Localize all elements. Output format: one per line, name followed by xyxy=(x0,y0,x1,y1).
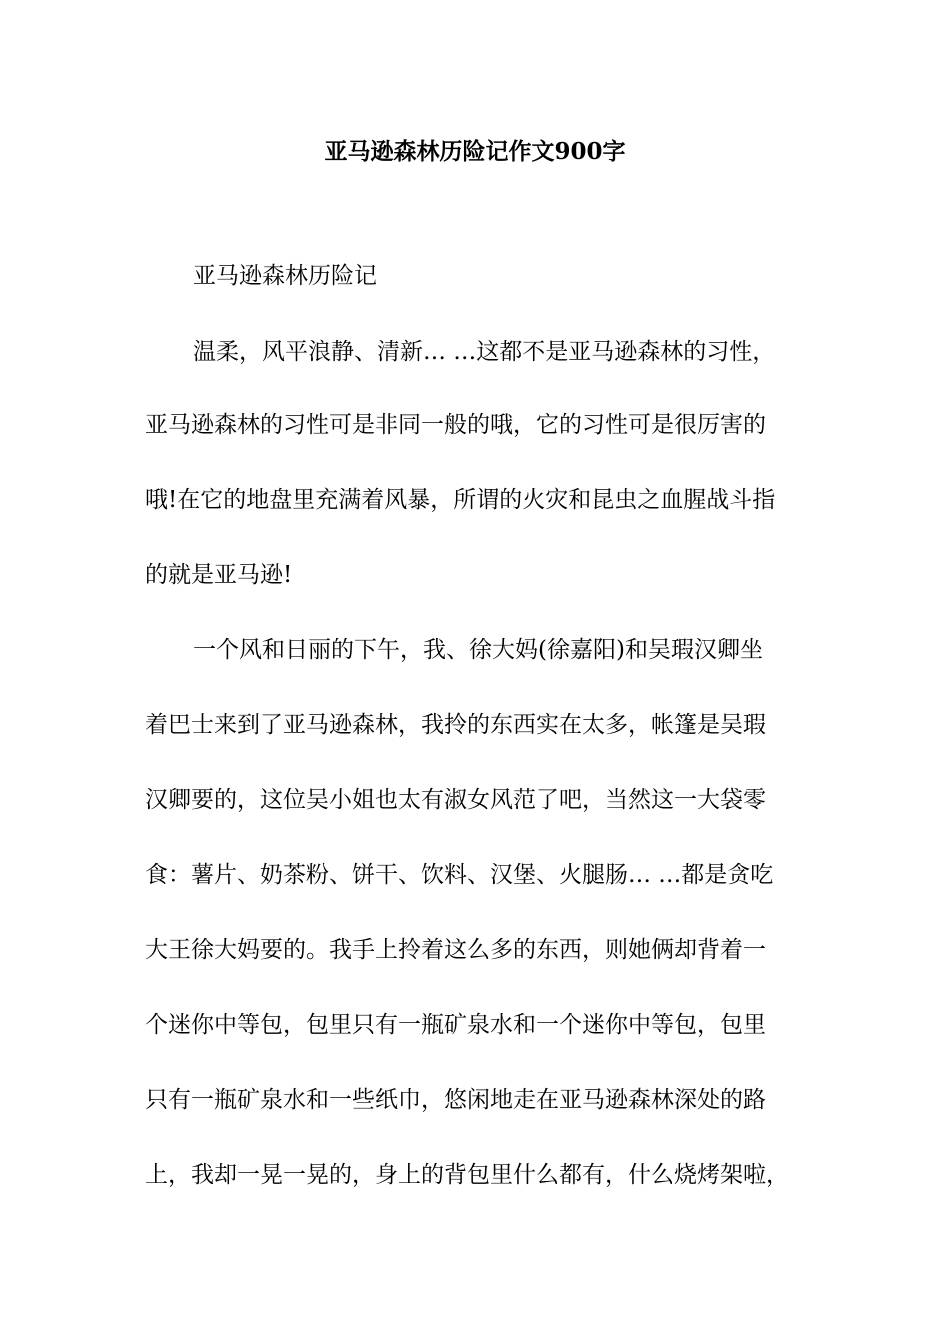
text-line: 大王徐大妈要的。我手上拎着这么多的东西，则她俩却背着一 xyxy=(145,937,766,963)
text-line: 哦!在它的地盘里充满着风暴，所谓的火灾和昆虫之血腥战斗指 xyxy=(145,487,776,513)
section-heading: 亚马逊森林历险记 xyxy=(193,263,377,289)
text-line: 的就是亚马逊! xyxy=(145,562,293,588)
text-line: 只有一瓶矿泉水和一些纸巾，悠闲地走在亚马逊森林深处的路 xyxy=(145,1087,766,1113)
text-line: 着巴士来到了亚马逊森林，我拎的东西实在太多，帐篷是吴瑕 xyxy=(145,712,766,738)
text-line: 温柔，风平浪静、清新… …这都不是亚马逊森林的习性， xyxy=(193,339,776,365)
text-line: 个迷你中等包，包里只有一瓶矿泉水和一个迷你中等包，包里 xyxy=(145,1012,766,1038)
text-line: 食：薯片、奶茶粉、饼干、饮料、汉堡、火腿肠… …都是贪吃 xyxy=(145,862,774,888)
document-title: 亚马逊森林历险记作文900字 xyxy=(324,138,626,165)
text-line: 亚马逊森林的习性可是非同一般的哦，它的习性可是很厉害的 xyxy=(145,412,766,438)
text-line: 一个风和日丽的下午，我、徐大妈(徐嘉阳)和吴瑕汉卿坐 xyxy=(193,637,763,663)
text-line: 上，我却一晃一晃的，身上的背包里什么都有，什么烧烤架啦， xyxy=(145,1162,789,1188)
text-line: 汉卿要的，这位吴小姐也太有淑女风范了吧，当然这一大袋零 xyxy=(145,787,766,813)
